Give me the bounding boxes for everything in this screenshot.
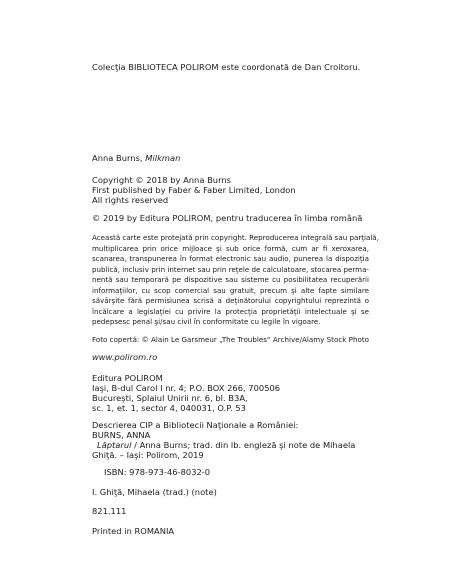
printed-in: Printed in ROMANIA bbox=[92, 526, 175, 536]
legal-notice-line: multiplicarea prin orice mijloace şi sub orice formă, cum ar fi xeroxarea, bbox=[92, 243, 369, 253]
legal-notice-line: încălcare a legislaţiei cu privire la protecţia proprietăţii intelectuale şi se bbox=[92, 306, 369, 316]
website-link[interactable]: www.polirom.ro bbox=[92, 352, 158, 362]
original-title-line bbox=[92, 153, 180, 164]
cip-heading: Descrierea CIP a Bibliotecii Naţionale a României: bbox=[92, 420, 299, 430]
legal-notice-line: Această carte este protejată prin copyright. Reproducerea integrală sau parţială, bbox=[92, 233, 379, 242]
cip-description-cont: Ghiţă. – Iaşi: Polirom, 2019 bbox=[92, 450, 204, 460]
isbn: ISBN: 978-973-46-8032-0 bbox=[104, 467, 211, 477]
cover-photo-credit: Foto copertă: © Alain Le Garsmeur „The Troubles“ Archive/Alamy Stock Photo bbox=[92, 335, 369, 344]
legal-notice-line: scanarea, transpunerea în format electronic sau audio, punerea la dispoziţia bbox=[92, 254, 369, 263]
legal-notice-line: pedepsesc penal şi/sau civil în conformitate cu legile în vigoare. bbox=[92, 317, 321, 326]
classification: 821.111 bbox=[92, 506, 127, 516]
first-published-line: First published by Faber & Faber Limited, London bbox=[92, 185, 296, 195]
publisher-address-iasi: Iaşi, B-dul Carol I nr. 4; P.O. BOX 266, 700506 bbox=[92, 383, 281, 393]
publisher-name: Editura POLIROM bbox=[92, 373, 163, 383]
cip-author: BURNS, ANNA bbox=[92, 430, 151, 440]
copyright-line: Copyright © 2018 by Anna Burns bbox=[92, 175, 231, 185]
collection-note: Colecţia BIBLIOTECA POLIROM este coordonată de Dan Croitoru. bbox=[92, 62, 361, 72]
original-author: Anna Burns, bbox=[92, 153, 143, 163]
legal-notice-line: informaţiilor, cu scop comercial sau gratuit, precum şi alte fapte similare bbox=[92, 285, 369, 295]
original-title: Milkman bbox=[145, 153, 181, 163]
cip-description-text: / Anna Burns; trad. din lb. engleză şi note de Mihaela bbox=[131, 440, 356, 450]
legal-notice-line: nentă sau temporară pe dispozitive sau sisteme cu posibilitatea recuperării bbox=[92, 275, 369, 284]
publisher-address-bucuresti: Bucureşti, Splaiul Unirii nr. 6, bl. B3A, bbox=[92, 393, 248, 403]
publisher-address-detail: sc. 1, et. 1, sector 4, 040031, O.P. 53 bbox=[92, 403, 246, 413]
translation-copyright: © 2019 by Editura POLIROM, pentru traducerea în limba română bbox=[92, 213, 363, 223]
cip-title: Lăptarul bbox=[97, 440, 132, 450]
legal-notice-line: săvârşite fără permisiunea scrisă a deţinătorului copyrightului reprezintă o bbox=[92, 296, 369, 305]
legal-notice-line: publică, inclusiv prin internet sau prin reţele de calculatoare, stocarea perma- bbox=[92, 264, 369, 274]
rights-reserved-line: All rights reserved bbox=[92, 195, 169, 205]
cip-contributor: I. Ghiţă, Mihaela (trad.) (note) bbox=[92, 487, 217, 497]
